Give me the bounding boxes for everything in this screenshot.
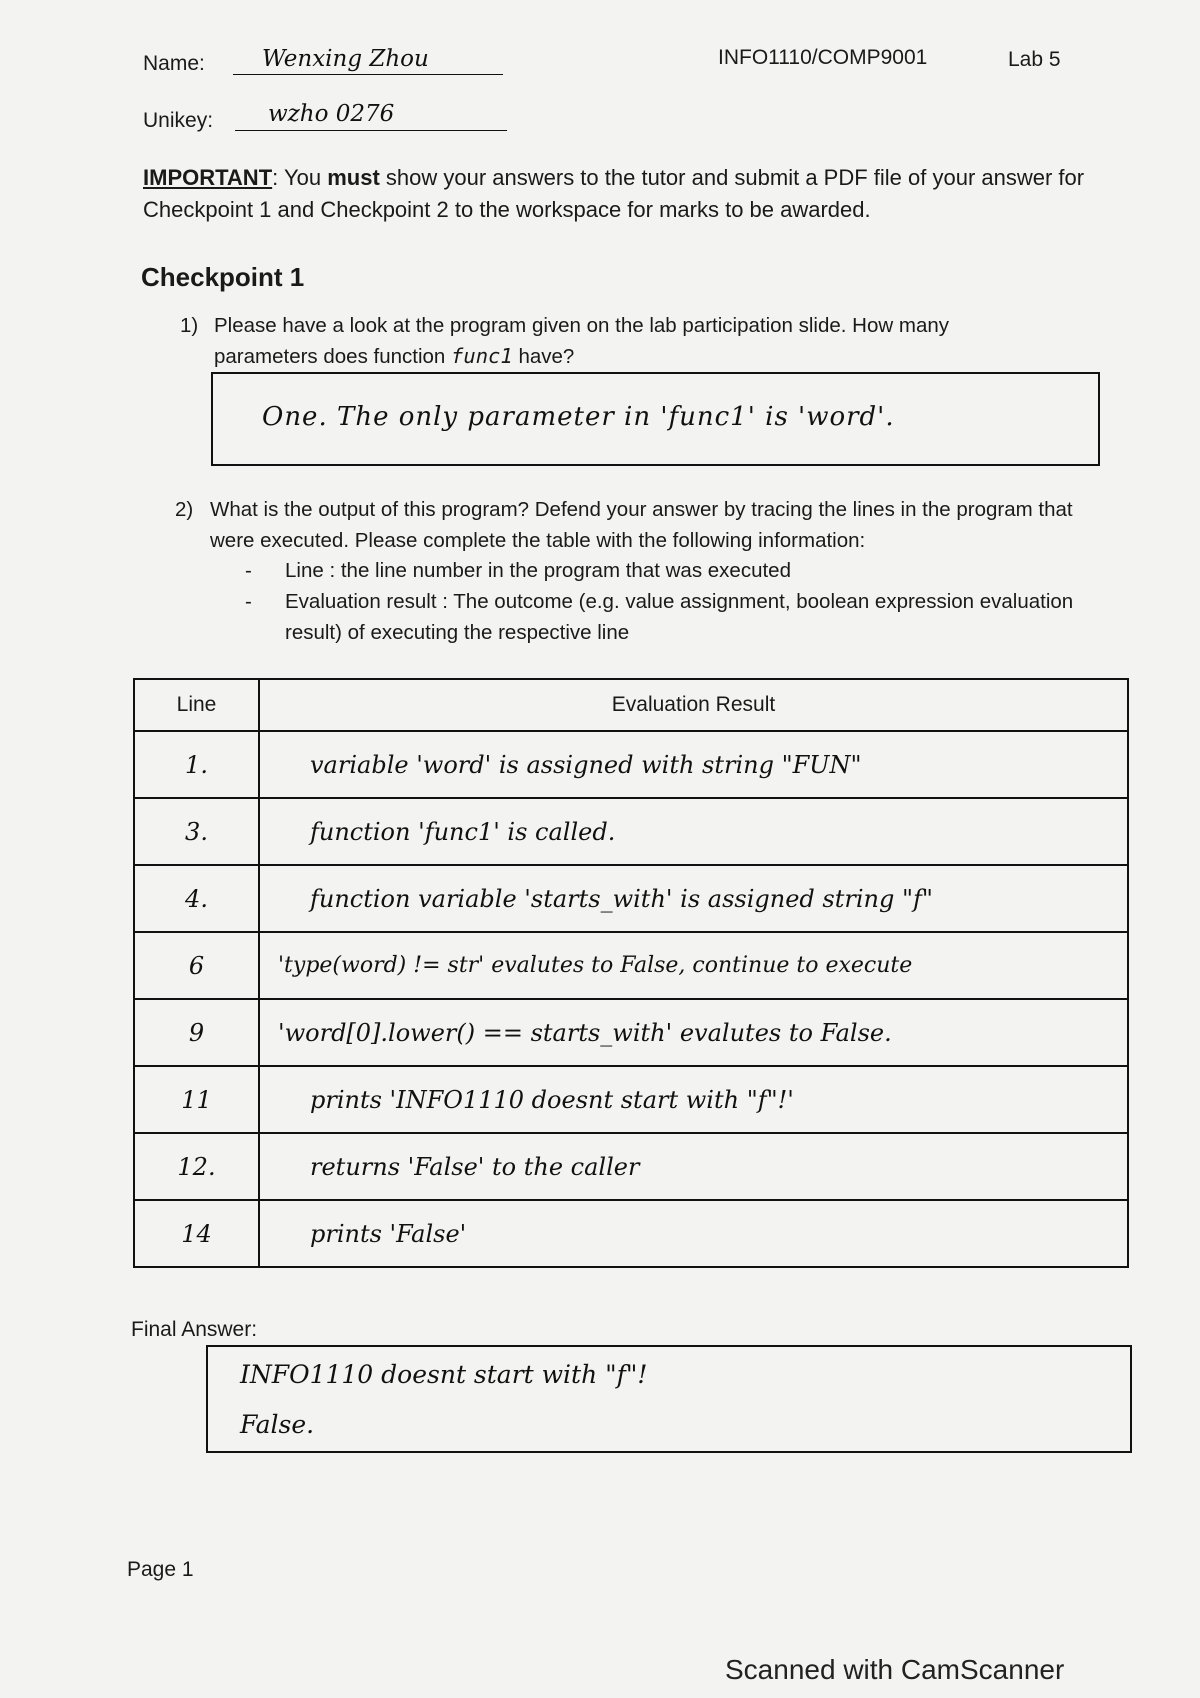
row-line: 12. <box>134 1133 259 1200</box>
row-line: 14 <box>134 1200 259 1267</box>
final-answer-line1: INFO1110 doesnt start with "f"! <box>240 1360 648 1389</box>
row-result: function 'func1' is called. <box>259 798 1128 865</box>
row-result: prints 'False' <box>259 1200 1128 1267</box>
row-line: 4. <box>134 865 259 932</box>
row-result: returns 'False' to the caller <box>259 1133 1128 1200</box>
evaluation-table <box>133 678 1129 1268</box>
q2-bullet: - Evaluation result : The outcome (e.g. value assignment, boolean expression evaluation result) of executing the respective line <box>245 586 1085 648</box>
header-line: Line <box>134 679 259 731</box>
table-row <box>134 798 1128 865</box>
name-underline <box>233 74 503 75</box>
row-result: variable 'word' is assigned with string "FUN" <box>259 731 1128 798</box>
row-result: 'word[0].lower() == starts_with' evalutes to False. <box>259 999 1128 1066</box>
lab-label: Lab 5 <box>1008 48 1061 71</box>
final-answer-line2: False. <box>240 1410 315 1439</box>
q1-code: func1 <box>451 344 513 368</box>
table-row <box>134 1066 1128 1133</box>
unikey-label: Unikey: <box>143 109 214 132</box>
row-line: 1. <box>134 731 259 798</box>
row-result: function variable 'starts_with' is assigned string "f" <box>259 865 1128 932</box>
q1-text-before: Please have a look at the program given on the lab participation slide. How many parameters does function <box>214 314 950 368</box>
table-row <box>134 932 1128 999</box>
row-line: 9 <box>134 999 259 1066</box>
table-row <box>134 999 1128 1066</box>
checkpoint-title: Checkpoint 1 <box>141 262 305 292</box>
row-line: 11 <box>134 1066 259 1133</box>
notice-part1: : You <box>272 165 328 190</box>
important-word: IMPORTANT <box>143 165 273 190</box>
notice-must: must <box>327 165 380 190</box>
q2-text: What is the output of this program? Defend your answer by tracing the lines in the program that were executed. Please complete the table with the following information: <box>210 498 1073 552</box>
course-code: INFO1110/COMP9001 <box>718 46 928 69</box>
table-header-row <box>134 679 1128 731</box>
row-line: 6 <box>134 932 259 999</box>
row-line: 3. <box>134 798 259 865</box>
q2-bullets <box>245 555 1085 648</box>
name-value: Wenxing Zhou <box>262 46 429 72</box>
important-notice <box>143 162 1093 226</box>
q1-answer: One. The only parameter in 'func1' is 'word'. <box>262 402 895 432</box>
q1-number: 1) <box>180 314 199 337</box>
q2-bullet: - Line : the line number in the program that was executed <box>245 555 1085 586</box>
table-row <box>134 731 1128 798</box>
q1-text <box>214 310 1054 372</box>
row-result: 'type(word) != str' evalutes to False, continue to execute <box>259 932 1128 999</box>
table-row <box>134 1133 1128 1200</box>
unikey-value: wzho 0276 <box>268 101 395 127</box>
q2-number: 2) <box>175 498 194 521</box>
name-label: Name: <box>143 52 205 75</box>
header-evaluation-result: Evaluation Result <box>259 679 1128 731</box>
final-answer-label: Final Answer: <box>131 1318 258 1341</box>
page-number: Page 1 <box>127 1558 194 1581</box>
q1-text-after: have? <box>512 345 575 368</box>
scanner-watermark: Scanned with CamScanner <box>725 1654 1065 1685</box>
unikey-underline <box>235 130 507 131</box>
table-row <box>134 865 1128 932</box>
notice-part2: show your answers to the tutor and submit a PDF file of your answer for Checkpoint 1 and Checkpoint 2 to the workspace for marks to be awarded. <box>143 165 1085 222</box>
row-result: prints 'INFO1110 doesnt start with "f"!' <box>259 1066 1128 1133</box>
table-row <box>134 1200 1128 1267</box>
